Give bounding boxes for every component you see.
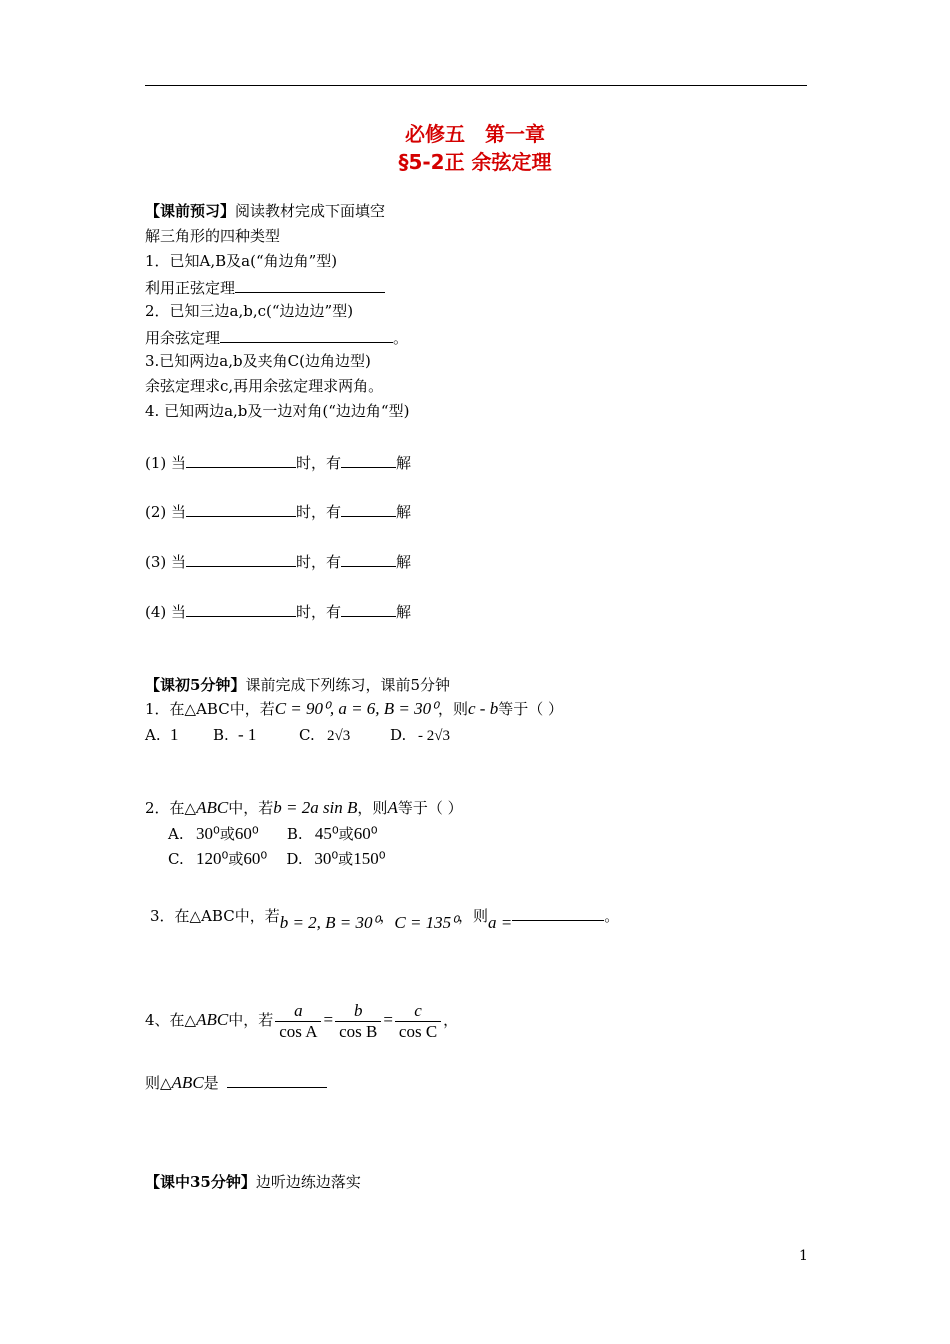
option-value: - 2√3 (418, 728, 450, 744)
question-4 (145, 998, 458, 1042)
q2-condition: b = 2a sin B (273, 798, 358, 817)
q2-options-row-2 (168, 849, 386, 869)
header-rule (145, 85, 807, 86)
preview-item-3-rule: 余弦定理求c,再用余弦定理求两角。 (145, 377, 384, 395)
q2-mid: 中，若 (228, 799, 274, 817)
preview-line-heading (145, 201, 385, 221)
q2-variable: A (387, 798, 398, 817)
page-number: 1 (799, 1248, 808, 1264)
blank-q4-answer[interactable] (227, 1071, 327, 1088)
preview-subtitle: 解三角形的四种类型 (145, 227, 281, 245)
blank-sine-law[interactable] (235, 276, 385, 293)
case-end: 解 (396, 603, 412, 621)
option-value: 60⁰ (234, 824, 259, 843)
frac-numerator: b (335, 1001, 381, 1022)
fraction-a-cosA (275, 1001, 321, 1042)
q1-expression: c - b (468, 699, 499, 718)
option-value: 120⁰ (196, 849, 229, 868)
option-letter: A. (168, 825, 184, 843)
q2-options-row-1 (168, 824, 378, 844)
equals-sign: = (323, 1010, 334, 1029)
preview-item-2-text: 用余弦定理 (145, 329, 221, 347)
option-letter: D. (390, 726, 407, 744)
case-label: (4) 当 (145, 603, 187, 621)
blank-q3-answer[interactable] (512, 910, 604, 921)
case-row (145, 600, 411, 622)
q2-triangle: ABC (196, 798, 229, 817)
frac-numerator: a (275, 1001, 321, 1022)
doc-title: 必修五 第一章 (405, 122, 545, 146)
equals-sign: = (383, 1010, 393, 1029)
question-3 (150, 906, 620, 932)
option-letter: B. (213, 726, 229, 744)
blank-case-condition[interactable] (186, 500, 296, 517)
option-value: 1 (170, 725, 179, 744)
blank-case-condition[interactable] (186, 550, 296, 567)
q4-prefix: 4、在△ (145, 1011, 197, 1029)
case-row (145, 500, 411, 522)
question-2 (145, 798, 463, 818)
case-mid: 时，有 (296, 553, 342, 571)
case-label: (1) 当 (145, 454, 187, 472)
option-value: 60⁰ (353, 824, 378, 843)
q4-triangle: ABC (196, 1010, 229, 1029)
q4-mid: 中，若 (228, 1011, 274, 1029)
frac-denominator: cos B (339, 1021, 378, 1041)
option-or: 或 (219, 825, 235, 843)
warmup-intro: 课前完成下列练习，课前5分钟 (245, 676, 450, 694)
case-label: (2) 当 (145, 503, 187, 521)
blank-case-condition[interactable] (186, 600, 296, 617)
option-value: 2√3 (327, 728, 351, 744)
frac-denominator: cos C (398, 1021, 438, 1041)
case-row (145, 550, 411, 572)
q1-options (145, 725, 450, 746)
option-value: 150⁰ (353, 849, 386, 868)
case-end: 解 (396, 503, 412, 521)
blank-case-count[interactable] (341, 600, 396, 617)
option-value: 30⁰ (314, 849, 339, 868)
q3-suffix: 。 (604, 907, 620, 925)
q3-variable: a = (488, 913, 513, 932)
q2-prefix: 2．在△ (145, 799, 197, 817)
q4-line2-prefix: 则△ (145, 1074, 172, 1092)
blank-case-count[interactable] (341, 451, 396, 468)
blank-cosine-law[interactable] (220, 326, 393, 343)
option-letter: D. (286, 850, 303, 868)
frac-numerator: c (395, 1001, 441, 1022)
question-1 (145, 699, 563, 719)
blank-case-count[interactable] (341, 500, 396, 517)
q2-mid2: ，则 (357, 799, 388, 817)
q4-line-2 (145, 1071, 327, 1093)
q1-condition: C = 90⁰, a = 6, B = 30⁰ (274, 699, 438, 718)
q1-suffix: 等于（ ） (498, 700, 563, 718)
q4-line2-suffix: 是 (203, 1074, 219, 1092)
q3-prefix: 3．在△ABC中，若 (150, 907, 280, 925)
case-end: 解 (396, 553, 412, 571)
preview-item-2-rule (145, 326, 408, 348)
case-end: 解 (396, 454, 412, 472)
option-letter: B. (286, 825, 303, 843)
warmup-line-heading (145, 675, 450, 695)
case-label: (3) 当 (145, 553, 187, 571)
option-value: 45⁰ (314, 824, 339, 843)
preview-item-1: 1．已知A,B及a(“角边角”型) (145, 252, 338, 270)
q3-sep: ， (379, 907, 395, 925)
q3-condition-2: C = 135⁰ (394, 913, 459, 932)
blank-case-count[interactable] (341, 550, 396, 567)
preview-intro: 阅读教材完成下面填空 (235, 202, 386, 220)
q1-mid: ，则 (437, 700, 468, 718)
option-letter: A. (145, 726, 161, 744)
case-row (145, 451, 411, 473)
doc-subtitle: §5-2正 余弦定理 (398, 150, 552, 174)
preview-item-1-rule (145, 276, 385, 298)
option-value: - 1 (238, 725, 257, 744)
q4-comma: ， (443, 1011, 459, 1029)
option-or: 或 (338, 850, 354, 868)
preview-item-3: 3.已知两边a,b及夹角C(边角边型) (145, 352, 371, 370)
option-or: 或 (228, 850, 244, 868)
preview-item-4: 4. 已知两边a,b及一边对角(“边边角“型) (145, 402, 410, 420)
q2-suffix: 等于（ ） (397, 799, 463, 817)
preview-item-1-text: 利用正弦定理 (145, 279, 236, 297)
option-or: 或 (338, 825, 354, 843)
option-letter: C. (299, 726, 315, 744)
fraction-c-cosC (395, 1001, 441, 1042)
case-mid: 时，有 (296, 603, 342, 621)
q3-condition-1: b = 2, B = 30⁰ (279, 913, 380, 932)
inclass-heading: 【课中35分钟】 (145, 1173, 256, 1191)
period: 。 (393, 329, 409, 347)
frac-denominator: cos A (279, 1021, 318, 1041)
case-mid: 时，有 (296, 454, 342, 472)
warmup-heading: 【课初5分钟】 (145, 676, 246, 694)
inclass-line (145, 1172, 361, 1192)
q4-line2-triangle: ABC (171, 1073, 204, 1092)
option-value: 60⁰ (243, 849, 268, 868)
q1-prefix: 1．在△ABC中，若 (145, 700, 275, 718)
option-letter: C. (168, 850, 184, 868)
preview-heading: 【课前预习】 (145, 202, 236, 220)
fraction-b-cosB (335, 1001, 381, 1042)
q3-mid: ，则 (458, 907, 489, 925)
preview-item-2: 2．已知三边a,b,c(“边边边”型) (145, 302, 354, 320)
option-value: 30⁰ (196, 824, 220, 843)
blank-case-condition[interactable] (186, 451, 296, 468)
case-mid: 时，有 (296, 503, 342, 521)
inclass-intro: 边听边练边落实 (255, 1173, 361, 1191)
